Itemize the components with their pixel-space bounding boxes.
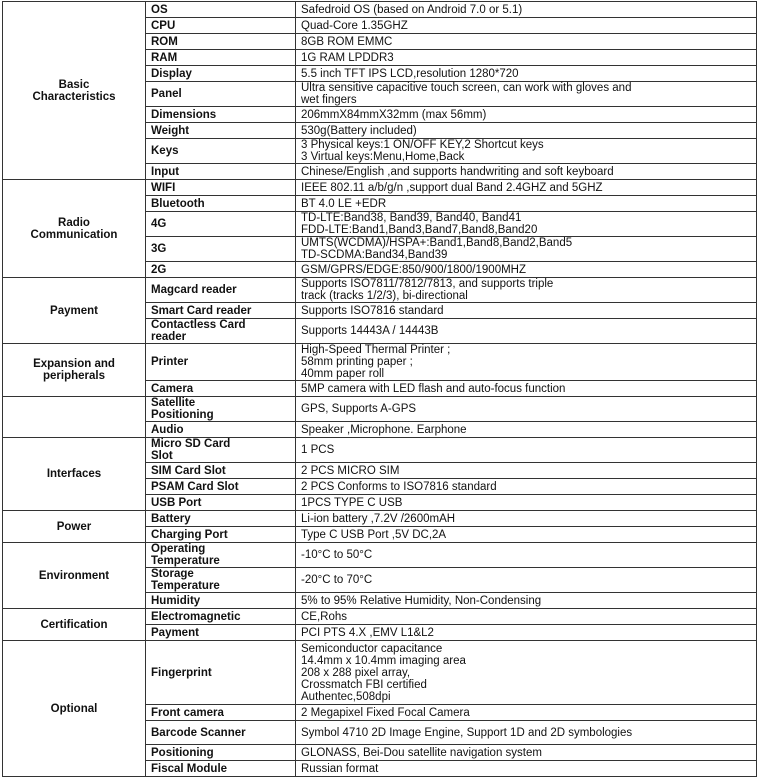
spec-item: Smart Card reader: [146, 303, 296, 319]
spec-item: OS: [146, 2, 296, 18]
spec-value: Type C USB Port ,5V DC,2A: [296, 527, 757, 543]
spec-value: 1G RAM LPDDR3: [296, 50, 757, 66]
spec-item: 4G: [146, 212, 296, 237]
spec-row: [3, 609, 757, 625]
spec-item: Contactless Card reader: [146, 319, 296, 344]
spec-value: Speaker ,Microphone. Earphone: [296, 422, 757, 438]
spec-value: 2 PCS MICRO SIM: [296, 463, 757, 479]
spec-value: 5MP camera with LED flash and auto-focus function: [296, 381, 757, 397]
spec-row: [3, 641, 757, 705]
category-cell: Certification: [3, 609, 146, 641]
spec-item: 2G: [146, 262, 296, 278]
spec-value: IEEE 802.11 a/b/g/n ,support dual Band 2.4GHZ and 5GHZ: [296, 180, 757, 196]
spec-item: Electromagnetic: [146, 609, 296, 625]
spec-value: CE,Rohs: [296, 609, 757, 625]
spec-item: Storage Temperature: [146, 568, 296, 593]
spec-item: Barcode Scanner: [146, 721, 296, 745]
spec-value: 1PCS TYPE C USB: [296, 495, 757, 511]
category-cell: Environment: [3, 543, 146, 609]
spec-item: Weight: [146, 123, 296, 139]
spec-item: Operating Temperature: [146, 543, 296, 568]
spec-value: 5% to 95% Relative Humidity, Non-Condensing: [296, 593, 757, 609]
spec-value: Ultra sensitive capacitive touch screen, can work with gloves and wet fingers: [296, 82, 757, 107]
category-cell: Optional: [3, 641, 146, 777]
spec-item: Charging Port: [146, 527, 296, 543]
spec-value: 530g(Battery included): [296, 123, 757, 139]
spec-item: Bluetooth: [146, 196, 296, 212]
spec-value: Quad-Core 1.35GHZ: [296, 18, 757, 34]
spec-item: WIFI: [146, 180, 296, 196]
spec-value: Supports ISO7816 standard: [296, 303, 757, 319]
spec-value: -20°C to 70°C: [296, 568, 757, 593]
spec-table: [2, 1, 757, 777]
spec-row: [3, 344, 757, 381]
category-cell: Radio Communication: [3, 180, 146, 278]
category-cell: Power: [3, 511, 146, 543]
spec-item: Printer: [146, 344, 296, 381]
category-cell: Payment: [3, 278, 146, 344]
category-cell: Basic Characteristics: [3, 2, 146, 180]
spec-value: 8GB ROM EMMC: [296, 34, 757, 50]
spec-value: 2 Megapixel Fixed Focal Camera: [296, 705, 757, 721]
spec-item: Camera: [146, 381, 296, 397]
category-cell: Expansion and peripherals: [3, 344, 146, 397]
category-cell: [3, 397, 146, 438]
spec-value: Chinese/English ,and supports handwriting and soft keyboard: [296, 164, 757, 180]
spec-item: RAM: [146, 50, 296, 66]
spec-item: Dimensions: [146, 107, 296, 123]
spec-row: [3, 438, 757, 463]
spec-item: Satellite Positioning: [146, 397, 296, 422]
spec-item: Panel: [146, 82, 296, 107]
spec-value: Russian format: [296, 761, 757, 777]
spec-value: 1 PCS: [296, 438, 757, 463]
spec-item: Front camera: [146, 705, 296, 721]
spec-value: Li-ion battery ,7.2V /2600mAH: [296, 511, 757, 527]
spec-value: -10°C to 50°C: [296, 543, 757, 568]
category-cell: Interfaces: [3, 438, 146, 511]
spec-item: USB Port: [146, 495, 296, 511]
spec-row: [3, 2, 757, 18]
spec-row: [3, 543, 757, 568]
spec-item: Magcard reader: [146, 278, 296, 303]
spec-item: 3G: [146, 237, 296, 262]
spec-value: GSM/GPRS/EDGE:850/900/1800/1900MHZ: [296, 262, 757, 278]
spec-item: SIM Card Slot: [146, 463, 296, 479]
spec-item: Payment: [146, 625, 296, 641]
spec-item: Fingerprint: [146, 641, 296, 705]
spec-value: 206mmX84mmX32mm (max 56mm): [296, 107, 757, 123]
spec-item: CPU: [146, 18, 296, 34]
spec-value: PCI PTS 4.X ,EMV L1&L2: [296, 625, 757, 641]
spec-row: [3, 180, 757, 196]
spec-value: High-Speed Thermal Printer ; 58mm printing paper ; 40mm paper roll: [296, 344, 757, 381]
spec-item: Fiscal Module: [146, 761, 296, 777]
spec-value: Symbol 4710 2D Image Engine, Support 1D and 2D symbologies: [296, 721, 757, 745]
spec-row: [3, 511, 757, 527]
spec-item: Humidity: [146, 593, 296, 609]
spec-value: Semiconductor capacitance 14.4mm x 10.4mm imaging area 208 x 288 pixel array, Crossmatch FBI certified Authentec,508dpi: [296, 641, 757, 705]
spec-item: Micro SD Card Slot: [146, 438, 296, 463]
spec-value: TD-LTE:Band38, Band39, Band40, Band41 FDD-LTE:Band1,Band3,Band7,Band8,Band20: [296, 212, 757, 237]
spec-item: ROM: [146, 34, 296, 50]
spec-row: [3, 278, 757, 303]
spec-value: Supports ISO7811/7812/7813, and supports triple track (tracks 1/2/3), bi-directional: [296, 278, 757, 303]
spec-item: Input: [146, 164, 296, 180]
spec-item: Battery: [146, 511, 296, 527]
spec-item: Display: [146, 66, 296, 82]
spec-value: Safedroid OS (based on Android 7.0 or 5.1): [296, 2, 757, 18]
spec-value: 3 Physical keys:1 ON/OFF KEY,2 Shortcut keys 3 Virtual keys:Menu,Home,Back: [296, 139, 757, 164]
spec-value: UMTS(WCDMA)/HSPA+:Band1,Band8,Band2,Band5 TD-SCDMA:Band34,Band39: [296, 237, 757, 262]
spec-item: Audio: [146, 422, 296, 438]
spec-value: GLONASS, Bei-Dou satellite navigation system: [296, 745, 757, 761]
spec-value: 5.5 inch TFT IPS LCD,resolution 1280*720: [296, 66, 757, 82]
spec-value: BT 4.0 LE +EDR: [296, 196, 757, 212]
spec-value: 2 PCS Conforms to ISO7816 standard: [296, 479, 757, 495]
spec-item: Positioning: [146, 745, 296, 761]
spec-row: [3, 397, 757, 422]
spec-value: Supports 14443A / 14443B: [296, 319, 757, 344]
spec-value: GPS, Supports A-GPS: [296, 397, 757, 422]
spec-item: Keys: [146, 139, 296, 164]
spec-item: PSAM Card Slot: [146, 479, 296, 495]
